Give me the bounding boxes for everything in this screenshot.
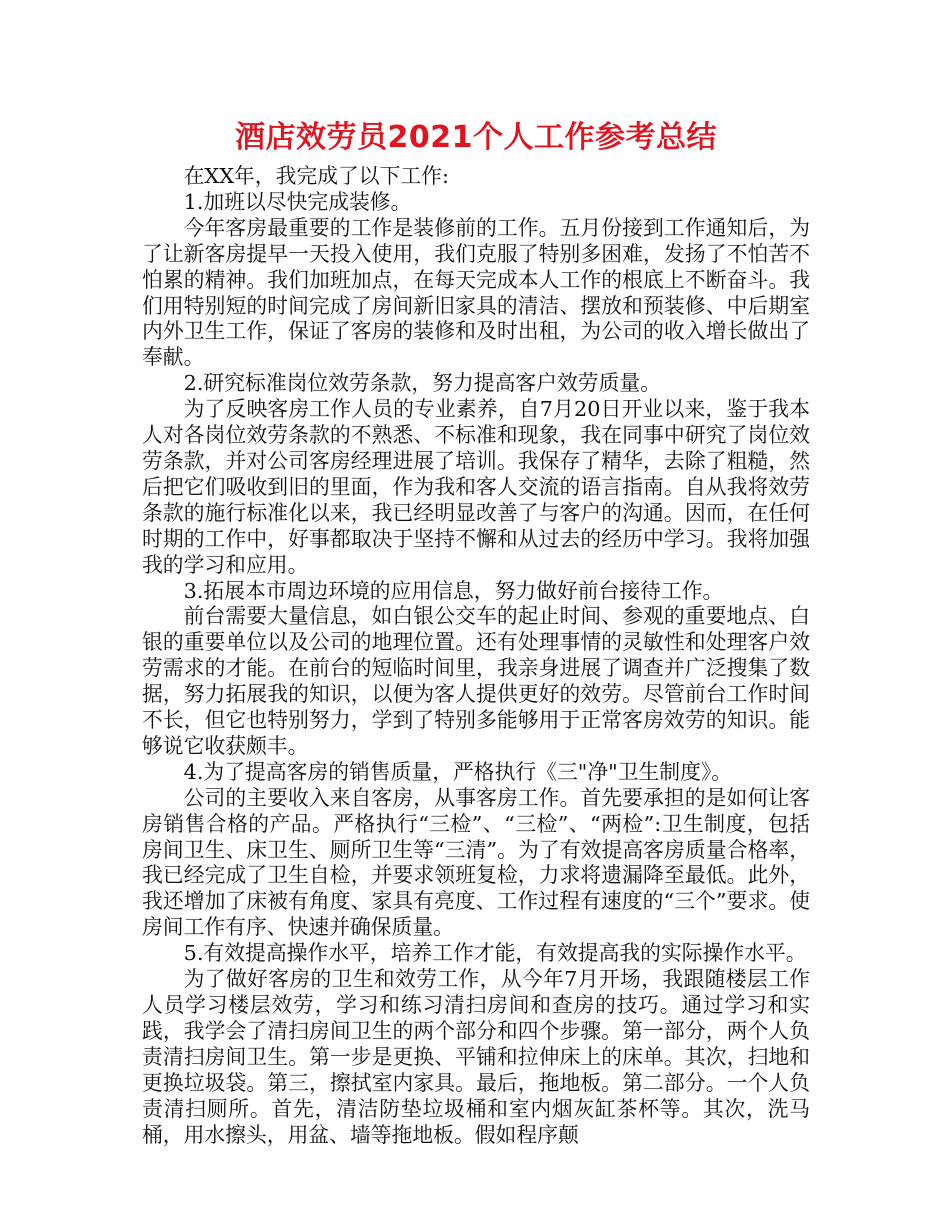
section-body-4: 公司的主要收入来自客房，从事客房工作。首先要承担的是如何让客房销售合格的产品。严格执行“三检”、“三检”、“两检”:卫生制度，包括房间卫生、床卫生、厕所卫生等“三清”。为了有效提高客房质量合格率，我已经完成了卫生自检，并要求领班复检，力求将遗漏降至最低。此外，我还增加了床被有角度、家具有亮度、工作过程有速度的“三个”要求。使房间工作有序、快速并确保质量。 xyxy=(142,785,810,940)
section-heading-5: 5.有效提高操作水平，培养工作才能，有效提高我的实际操作水平。 xyxy=(183,941,807,966)
section-heading-3: 3.拓展本市周边环境的应用信息，努力做好前台接待工作。 xyxy=(183,578,724,603)
intro-paragraph: 在XX年，我完成了以下工作: xyxy=(183,164,449,188)
section-body-1: 今年客房最重要的工作是装修前的工作。五月份接到工作通知后，为了让新客房提早一天投入使用，我们克服了特别多困难，发扬了不怕苦不怕累的精神。我们加班加点，在每天完成本人工作的根底上不断奋斗。我们用特别短的时间完成了房间新旧家具的清洁、摆放和预装修、中后期室内外卫生工作，保证了客房的装修和及时出租，为公司的收入增长做出了奉献。 xyxy=(142,215,810,370)
section-body-5: 为了做好客房的卫生和效劳工作，从今年7月开场，我跟随楼层工作人员学习楼层效劳，学习和练习清扫房间和查房的技巧。通过学习和实践，我学会了清扫房间卫生的两个部分和四个步骤。第一部分，两个人负责清扫房间卫生。第一步是更换、平铺和拉伸床上的床单。其次，扫地和更换垃圾袋。第三，擦拭室内家具。最后，拖地板。第二部分。一个人负责清扫厕所。首先，清洁防垫垃圾桶和室内烟灰缸茶杯等。其次，洗马桶，用水擦头，用盆、墙等拖地板。假如程序颠 xyxy=(142,967,810,1147)
section-body-3: 前台需要大量信息，如白银公交车的起止时间、参观的重要地点、白银的重要单位以及公司的地理位置。还有处理事情的灵敏性和处理客户效劳需求的才能。在前台的短临时间里，我亲身进展了调查并广泛搜集了数据，努力拓展我的知识，以便为客人提供更好的效劳。尽管前台工作时间不长，但它也特别努力，学到了特别多能够用于正常客房效劳的知识。能够说它收获颇丰。 xyxy=(142,604,810,758)
section-heading-4: 4.为了提高客房的销售质量，严格执行《三"净"卫生制度》。 xyxy=(183,759,733,784)
section-heading-2: 2.研究标准岗位效劳条款，努力提高客户效劳质量。 xyxy=(183,371,661,396)
document-body xyxy=(142,164,810,1148)
document-title: 酒店效劳员2021个人工作参考总结 xyxy=(235,120,717,155)
document-page xyxy=(142,118,810,1148)
section-body-2: 为了反映客房工作人员的专业素养，自7月20日开业以来，鉴于我本人对各岗位效劳条款的不熟悉、不标准和现象，我在同事中研究了岗位效劳条款，并对公司客房经理进展了培训。我保存了精华，去除了粗糙，然后把它们吸收到旧的里面，作为我和客人交流的语言指南。自从我将效劳条款的施行标准化以来，我已经明显改善了与客户的沟通。因而，在任何时期的工作中，好事都取决于坚持不懈和从过去的经历中学习。我将加强我的学习和应用。 xyxy=(142,397,810,577)
section-heading-1: 1.加班以尽快完成装修。 xyxy=(183,189,412,214)
